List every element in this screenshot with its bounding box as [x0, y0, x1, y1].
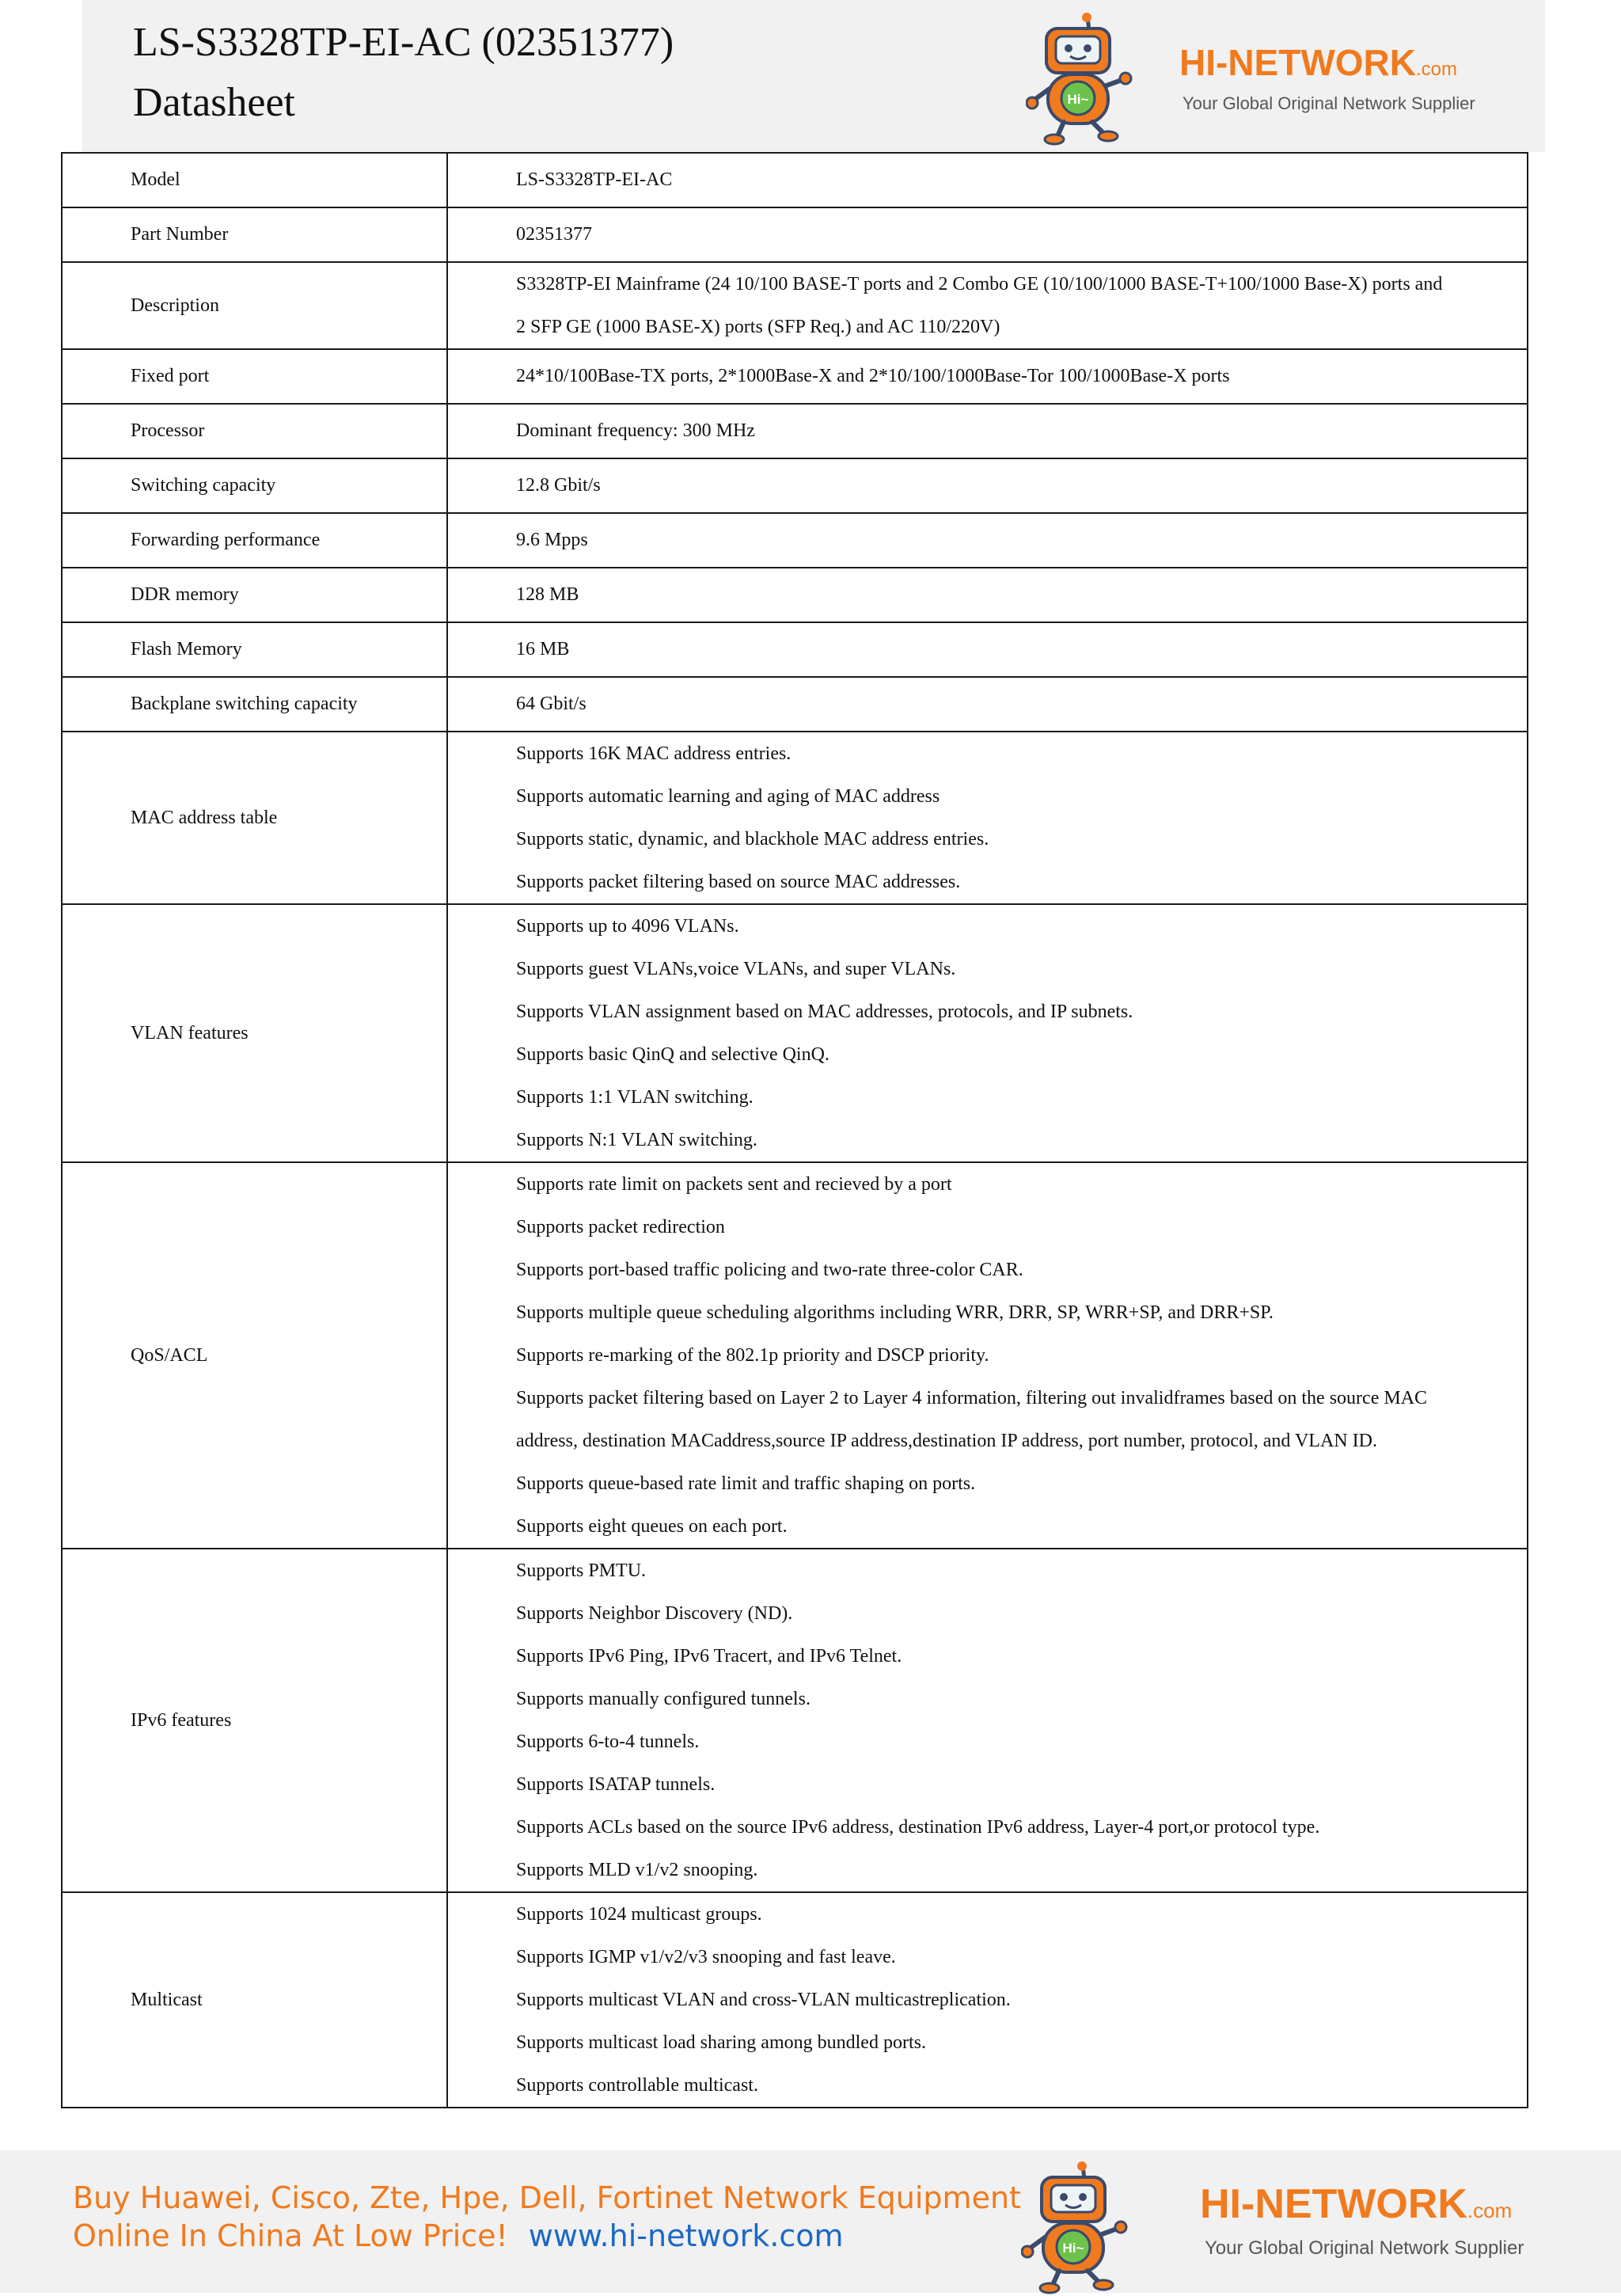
spec-label: Multicast — [62, 1892, 447, 2108]
footer-slogan-line1: Buy Huawei, Cisco, Zte, Hpe, Dell, Fortinet Network Equipment — [73, 2180, 1021, 2215]
spec-value-line: Supports VLAN assignment based on MAC addresses, protocols, and IP subnets. — [516, 1002, 1133, 1022]
robot-mascot-icon — [1021, 2161, 1132, 2296]
spec-value — [447, 404, 1528, 458]
table-row — [62, 404, 1528, 458]
page-title: LS-S3328TP-EI-AC (02351377) — [133, 20, 674, 65]
spec-value — [447, 904, 1528, 1162]
spec-value — [447, 1892, 1528, 2108]
spec-value-line: 24*10/100Base-TX ports, 2*1000Base-X and 2*10/100/1000Base-Tor 100/1000Base-X ports — [516, 366, 1230, 386]
spec-value-line: 2 SFP GE (1000 BASE-X) ports (SFP Req.) and AC 110/220V) — [516, 317, 1000, 337]
spec-value-line: Supports queue-based rate limit and traffic shaping on ports. — [516, 1473, 976, 1494]
footer-logo-tagline: Your Global Original Network Supplier — [1205, 2237, 1524, 2259]
spec-value-line: Supports controllable multicast. — [516, 2075, 758, 2096]
spec-value-line: LS-S3328TP-EI-AC — [516, 169, 673, 190]
spec-value — [447, 1162, 1528, 1549]
spec-value — [447, 262, 1528, 349]
spec-value — [447, 153, 1528, 207]
spec-value-line: Supports basic QinQ and selective QinQ. — [516, 1044, 829, 1065]
spec-value-line: Supports ISATAP tunnels. — [516, 1774, 716, 1795]
spec-value — [447, 732, 1528, 904]
table-row — [62, 513, 1528, 568]
spec-value-line: 16 MB — [516, 639, 570, 660]
spec-label: VLAN features — [62, 904, 447, 1162]
footer-slogan-text: Online In China At Low Price! — [73, 2218, 508, 2253]
spec-value-line: 9.6 Mpps — [516, 530, 588, 550]
spec-value-line: Supports IPv6 Ping, IPv6 Tracert, and IPv6 Telnet. — [516, 1646, 902, 1667]
spec-label: Switching capacity — [62, 458, 447, 513]
spec-value-line: 128 MB — [516, 584, 579, 605]
spec-value-line: Supports PMTU. — [516, 1560, 647, 1581]
spec-value-line: Supports port-based traffic policing and two-rate three-color CAR. — [516, 1260, 1023, 1280]
spec-value-line: Supports packet filtering based on source MAC addresses. — [516, 872, 961, 892]
spec-table — [61, 152, 1528, 2108]
page-subtitle: Datasheet — [133, 80, 296, 125]
spec-value-line: Supports manually configured tunnels. — [516, 1689, 810, 1709]
table-row — [62, 207, 1528, 262]
spec-label: Fixed port — [62, 349, 447, 404]
footer-band — [0, 2150, 1621, 2293]
footer-url-link[interactable]: www.hi-network.com — [528, 2218, 844, 2253]
spec-value-line: address, destination MACaddress,source IP address,destination IP address, port number, protocol, and VLAN ID. — [516, 1431, 1377, 1451]
spec-value — [447, 1549, 1528, 1892]
robot-mascot-icon — [1026, 13, 1137, 147]
spec-value-line: Supports static, dynamic, and blackhole MAC address entries. — [516, 829, 989, 850]
footer-slogan-line2 — [73, 2218, 844, 2253]
table-row — [62, 349, 1528, 404]
table-row — [62, 262, 1528, 349]
table-row — [62, 568, 1528, 622]
spec-value-line: Supports 1024 multicast groups. — [516, 1904, 762, 1925]
spec-value-line: Supports automatic learning and aging of MAC address — [516, 786, 940, 807]
spec-value-line: 12.8 Gbit/s — [516, 475, 601, 496]
spec-value-line: Supports N:1 VLAN switching. — [516, 1130, 757, 1150]
spec-value-line: Supports 16K MAC address entries. — [516, 743, 792, 764]
spec-value-line: Supports IGMP v1/v2/v3 snooping and fast leave. — [516, 1947, 896, 1967]
spec-value — [447, 349, 1528, 404]
table-row — [62, 904, 1528, 1162]
spec-label: IPv6 features — [62, 1549, 447, 1892]
spec-label: Flash Memory — [62, 622, 447, 677]
spec-value-line: Supports packet filtering based on Layer 2 to Layer 4 information, filtering out invalidframes based on the source MAC — [516, 1388, 1428, 1408]
spec-value-line: 64 Gbit/s — [516, 694, 587, 714]
table-row — [62, 732, 1528, 904]
table-row — [62, 622, 1528, 677]
spec-value — [447, 622, 1528, 677]
spec-label: Model — [62, 153, 447, 207]
spec-value-line: Supports multiple queue scheduling algorithms including WRR, DRR, SP, WRR+SP, and DRR+SP. — [516, 1302, 1274, 1323]
footer-logo-brand: HI-NETWORK.com — [1200, 2181, 1513, 2227]
spec-value-line: Supports re-marking of the 802.1p priority and DSCP priority. — [516, 1345, 989, 1366]
spec-label: Description — [62, 262, 447, 349]
spec-value-line: Supports 6-to-4 tunnels. — [516, 1732, 700, 1752]
spec-value-line: Supports packet redirection — [516, 1217, 725, 1237]
table-row — [62, 1549, 1528, 1892]
table-row — [62, 458, 1528, 513]
spec-value-line: Supports Neighbor Discovery (ND). — [516, 1603, 793, 1624]
spec-value — [447, 458, 1528, 513]
logo-tagline: Your Global Original Network Supplier — [1183, 93, 1475, 113]
spec-value-line: Supports eight queues on each port. — [516, 1516, 788, 1537]
spec-label: Backplane switching capacity — [62, 677, 447, 732]
spec-label: QoS/ACL — [62, 1162, 447, 1549]
spec-value-line: Supports ACLs based on the source IPv6 address, destination IPv6 address, Layer-4 port,or protocol type. — [516, 1817, 1320, 1838]
spec-label: MAC address table — [62, 732, 447, 904]
spec-value-line: Supports 1:1 VLAN switching. — [516, 1087, 754, 1108]
spec-value-line: Supports MLD v1/v2 snooping. — [516, 1860, 758, 1880]
spec-label: DDR memory — [62, 568, 447, 622]
spec-label: Part Number — [62, 207, 447, 262]
spec-label: Processor — [62, 404, 447, 458]
spec-value — [447, 207, 1528, 262]
table-row — [62, 677, 1528, 732]
spec-value-line: Supports rate limit on packets sent and recieved by a port — [516, 1174, 952, 1195]
spec-value — [447, 568, 1528, 622]
spec-value-line: Dominant frequency: 300 MHz — [516, 420, 755, 441]
table-row — [62, 1892, 1528, 2108]
table-row — [62, 1162, 1528, 1549]
spec-value-line: Supports multicast VLAN and cross-VLAN multicastreplication. — [516, 1990, 1011, 2010]
logo-brand: HI-NETWORK.com — [1179, 42, 1457, 83]
spec-value — [447, 513, 1528, 568]
spec-value-line: 02351377 — [516, 224, 592, 245]
spec-value-line: Supports multicast load sharing among bundled ports. — [516, 2032, 926, 2053]
table-row — [62, 153, 1528, 207]
spec-value — [447, 677, 1528, 732]
spec-value-line: Supports guest VLANs,voice VLANs, and super VLANs. — [516, 959, 956, 979]
spec-value-line: S3328TP-EI Mainframe (24 10/100 BASE-T ports and 2 Combo GE (10/100/1000 BASE-T+100/1000 Base-X) ports and — [516, 274, 1443, 295]
spec-label: Forwarding performance — [62, 513, 447, 568]
spec-value-line: Supports up to 4096 VLANs. — [516, 916, 739, 937]
